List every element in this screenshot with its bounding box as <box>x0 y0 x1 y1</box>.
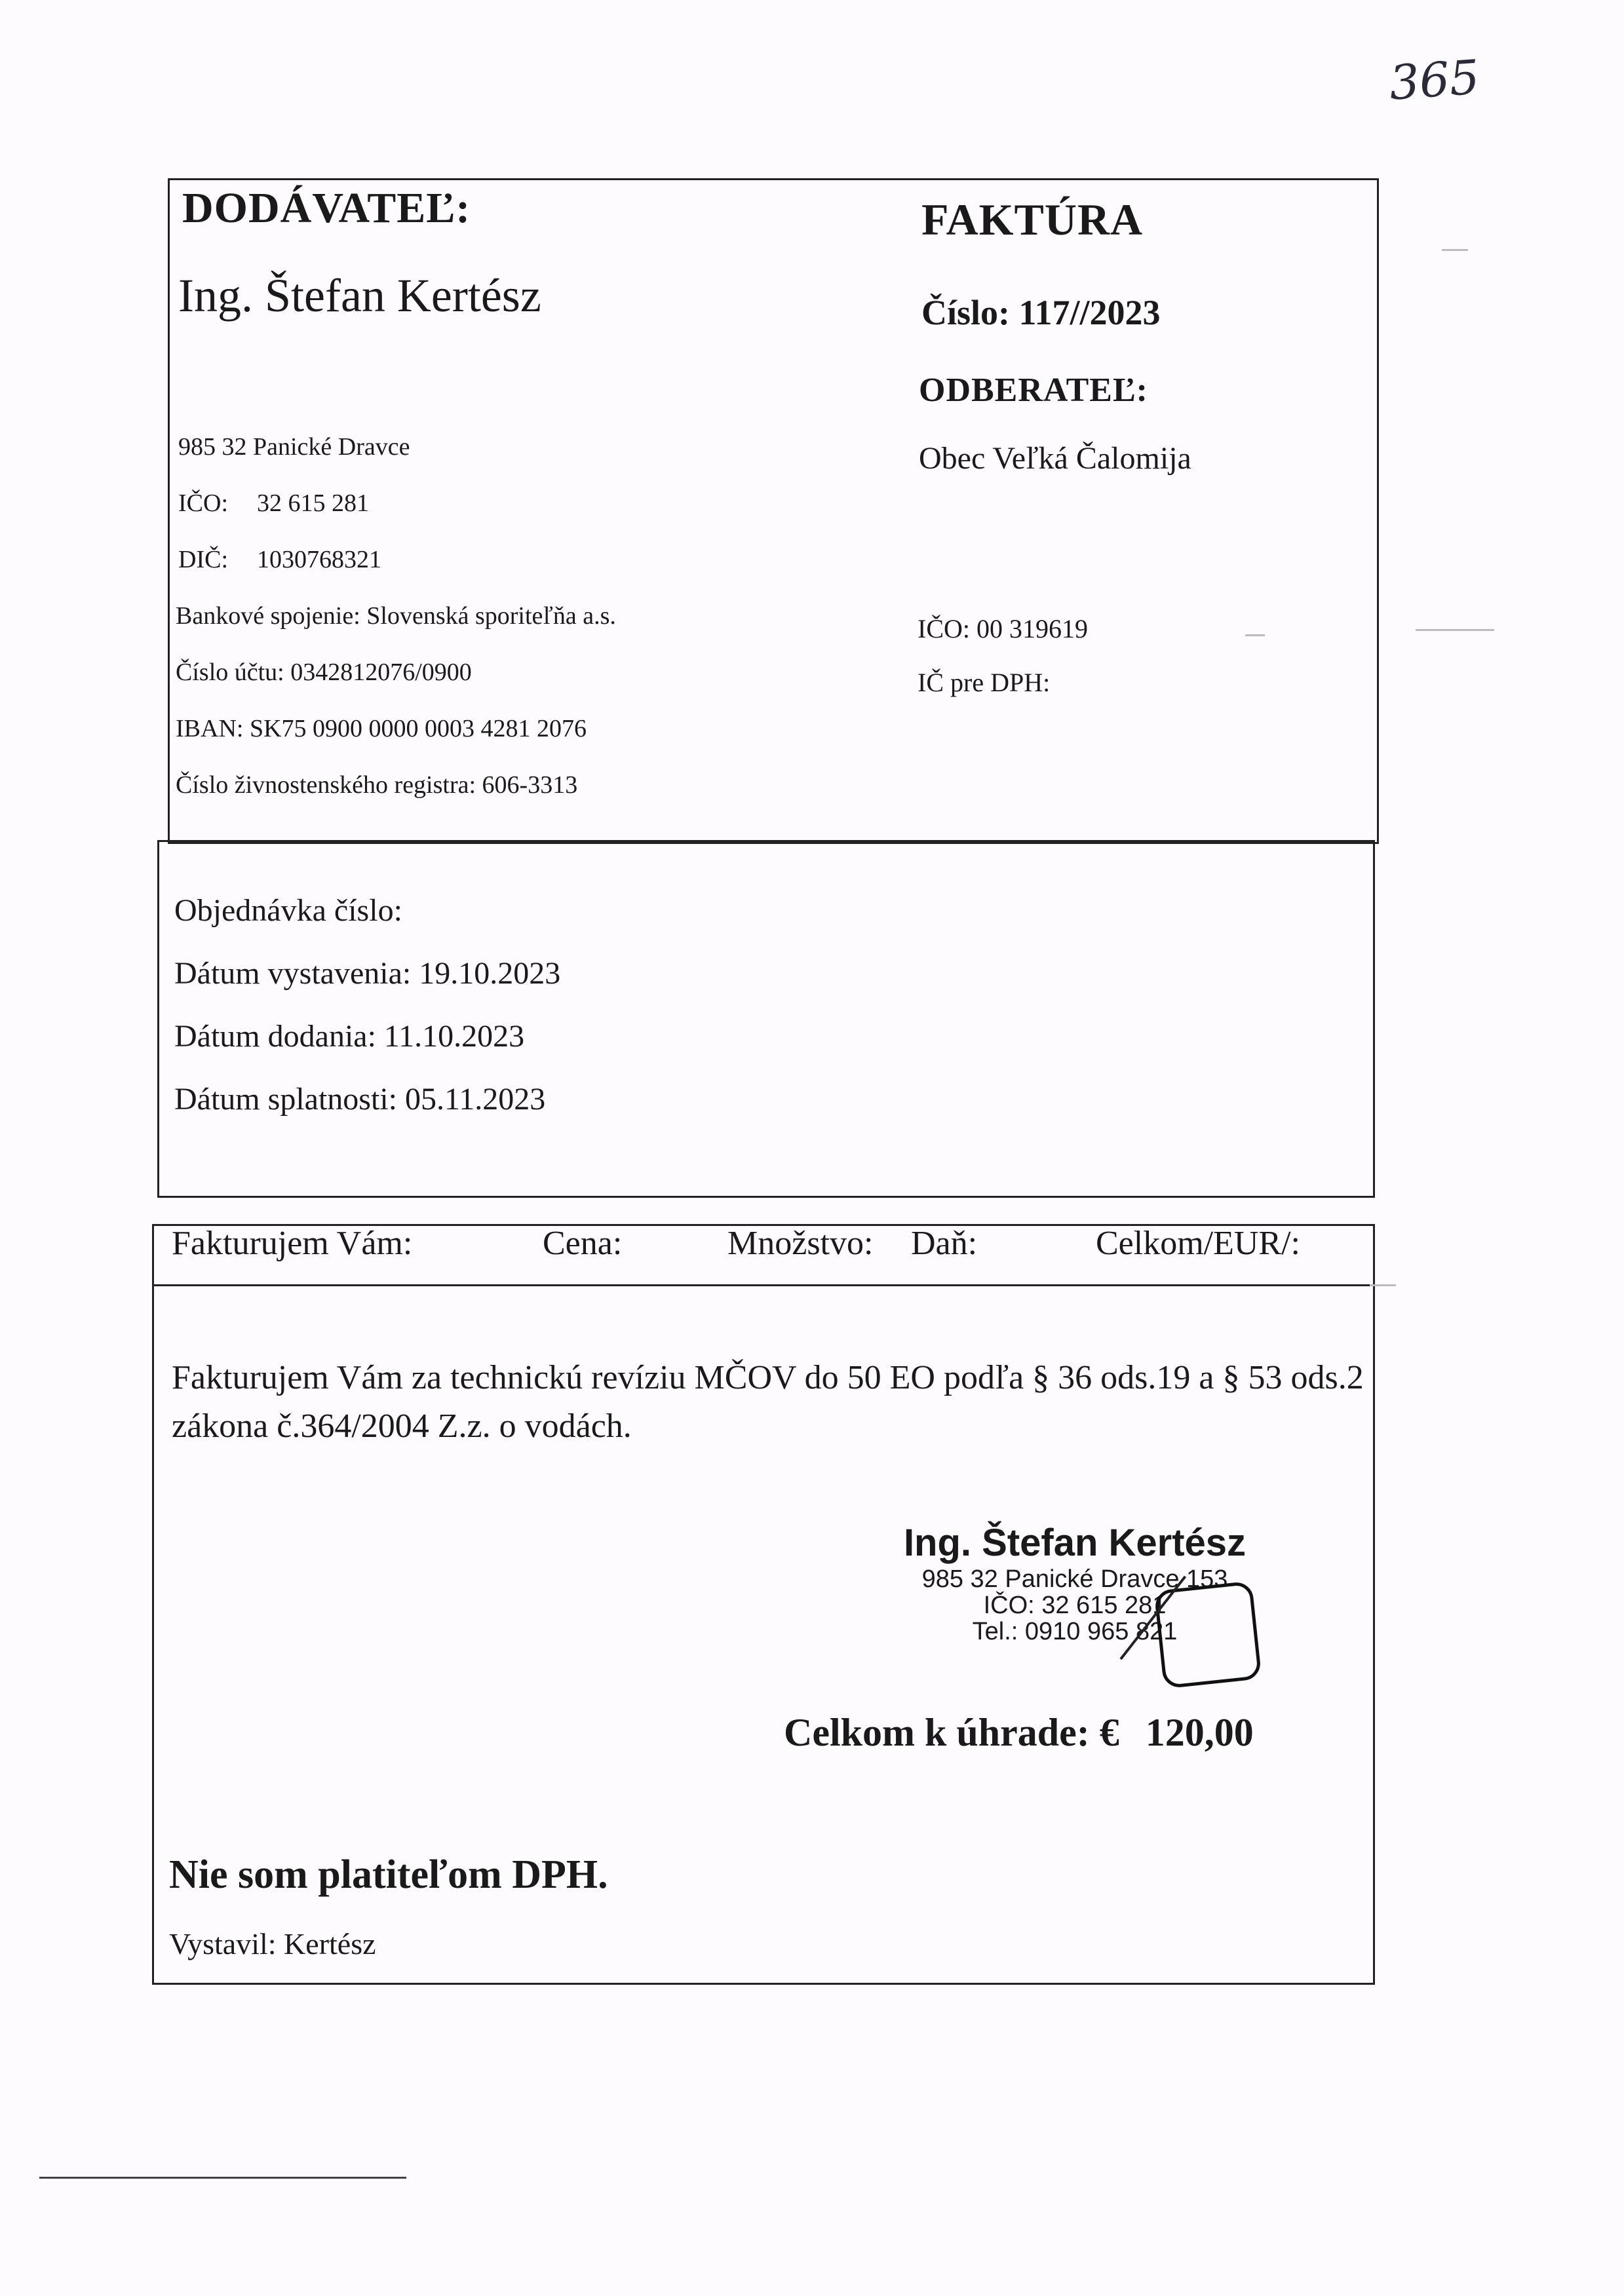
stamp-name: Ing. Štefan Kertész <box>903 1521 1247 1564</box>
handwritten-page-number: 365 <box>1387 49 1482 111</box>
due-date: Dátum splatnosti: 05.11.2023 <box>174 1082 546 1117</box>
stamp-address: 985 32 Panické Dravce 153 <box>921 1565 1228 1593</box>
column-header-tax: Daň: <box>911 1225 978 1262</box>
supplier-name: Ing. Štefan Kertész <box>178 269 541 322</box>
supplier-ico-value: 32 615 281 <box>257 489 369 517</box>
vat-note: Nie som platiteľom DPH. <box>169 1852 608 1897</box>
supplier-dic <box>178 545 381 574</box>
column-header-quantity: Množstvo: <box>727 1225 874 1262</box>
supplier-ico <box>178 489 369 518</box>
total-due <box>784 1710 1254 1755</box>
delivery-date: Dátum dodania: 11.10.2023 <box>174 1019 525 1054</box>
table-header-divider <box>152 1284 1375 1286</box>
supplier-bank: Bankové spojenie: Slovenská sporiteľňa a.s. <box>176 602 616 630</box>
issue-date: Dátum vystavenia: 19.10.2023 <box>174 956 561 991</box>
order-number: Objednávka číslo: <box>174 893 402 928</box>
scan-speck <box>1442 249 1468 251</box>
supplier-address: 985 32 Panické Dravce <box>178 433 410 461</box>
invoice-heading: FAKTÚRA <box>921 195 1144 244</box>
supplier-trade-register: Číslo živnostenského registra: 606-3313 <box>176 771 578 799</box>
footer-rule <box>39 2177 406 2179</box>
stamp-ico: IČO: 32 615 281 <box>983 1592 1167 1619</box>
buyer-ico: IČO: 00 319619 <box>918 614 1088 643</box>
total-amount: 120,00 <box>1145 1711 1254 1754</box>
column-header-price: Cena: <box>543 1225 623 1262</box>
supplier-heading: DODÁVATEĽ: <box>182 184 471 232</box>
supplier-dic-value: 1030768321 <box>257 546 381 573</box>
column-header-item: Fakturujem Vám: <box>172 1225 413 1262</box>
supplier-ico-label: IČO: <box>178 489 228 517</box>
total-label: Celkom k úhrade: € <box>784 1711 1119 1754</box>
column-header-total: Celkom/EUR/: <box>1096 1225 1300 1262</box>
buyer-ic-dph: IČ pre DPH: <box>918 668 1051 697</box>
supplier-dic-label: DIČ: <box>178 546 228 573</box>
supplier-iban: IBAN: SK75 0900 0000 0003 4281 2076 <box>176 715 587 742</box>
item-description: Fakturujem Vám za technickú revíziu MČOV do 50 EO podľa § 36 ods.19 a § 53 ods.2 zákona č.364/2004 Z.z. o vodách. <box>172 1359 1364 1445</box>
issued-by: Vystavil: Kertész <box>169 1927 376 1961</box>
scan-speck <box>1416 629 1494 631</box>
stamp-tel: Tel.: 0910 965 821 <box>972 1618 1178 1645</box>
supplier-account: Číslo účtu: 0342812076/0900 <box>176 659 472 686</box>
scan-speck <box>1245 634 1265 636</box>
invoice-number: Číslo: 117//2023 <box>921 293 1161 332</box>
scan-speck <box>1370 1284 1396 1286</box>
buyer-name: Obec Veľká Čalomija <box>919 441 1191 476</box>
buyer-heading: ODBERATEĽ: <box>919 372 1148 409</box>
